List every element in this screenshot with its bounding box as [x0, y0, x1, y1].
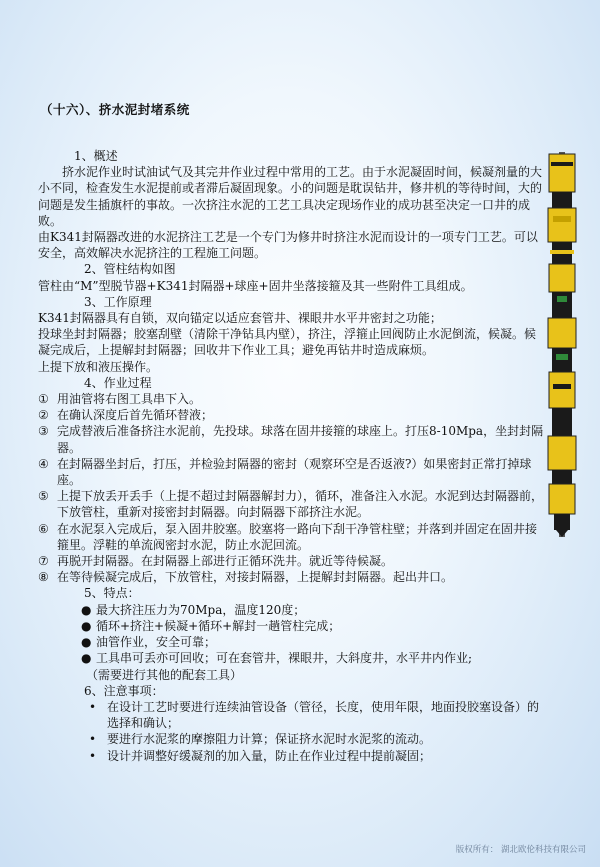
note-item: [38, 731, 546, 747]
step-number: ④: [38, 456, 49, 471]
process-step: [38, 423, 546, 455]
bullet-icon: •: [89, 699, 97, 714]
process-step: [38, 553, 546, 569]
section-heading-notes: 6、注意事项：: [84, 683, 164, 698]
feature-item: [38, 650, 546, 666]
feature-text: 工具串可丢亦可回收；可在套管井，裸眼井，大斜度井，水平井内作业;: [96, 651, 473, 666]
notes-list: [38, 699, 546, 764]
note-text: 设计并调整好缓凝剂的加入量，防止在作业过程中提前凝固；: [107, 748, 432, 763]
process-step: [38, 521, 546, 553]
process-step: [38, 391, 546, 407]
process-step: [38, 488, 546, 520]
step-number: ⑧: [38, 570, 49, 585]
page-title: （十六）、挤水泥封堵系统: [40, 102, 190, 117]
overview-paragraph-2: 由K341封隔器改进的水泥挤注工艺是一个专门为修井时挤注水泥而设计的一项专门工艺。可以安全，高效解决水泥挤注的工程施工问题。: [38, 230, 538, 261]
bullet-icon: ●: [81, 635, 92, 650]
bullet-icon: •: [89, 732, 97, 747]
step-number: ①: [38, 392, 49, 407]
feature-note: （需要进行其他的配套工具）: [86, 667, 243, 682]
step-text: 在等待候凝完成后，下放管柱，对接封隔器，上提解封封隔器。起出井口。: [57, 570, 454, 585]
section-heading-overview: 1、概述: [74, 149, 118, 163]
step-text: 在封隔器坐封后，打压，并检验封隔器的密封（观察环空是否返液?）如果密封正常打掉球座。: [57, 456, 532, 488]
structure-paragraph: 管柱由“M”型脱节器+K341封隔器+球座+固井坐落接箍及其一些附件工具组成。: [38, 278, 473, 293]
bullet-icon: •: [89, 748, 97, 763]
main-content: [38, 148, 546, 764]
step-number: ③: [38, 424, 49, 439]
bullet-icon: ●: [81, 651, 92, 666]
step-text: 上提下放丢开丢手（上提不超过封隔器解封力），循环，准备注入水泥。水泥到达封隔器前，下放管柱，重新对接密封封隔器。向封隔器下部挤注水泥。: [57, 489, 544, 520]
principle-paragraph-3: 上提下放和液压操作。: [38, 359, 159, 374]
step-text: 在确认深度后首先循环替液；: [57, 408, 214, 423]
step-number: ⑦: [38, 554, 49, 569]
section-heading-features: 5、特点：: [84, 586, 140, 601]
section-heading-structure: 2、管柱结构如图: [84, 262, 176, 277]
note-text: 要进行水泥浆的摩擦阻力计算；保证挤水泥时水泥浆的流动。: [107, 732, 432, 747]
process-step-list: [38, 391, 546, 585]
bullet-icon: ●: [81, 602, 92, 617]
feature-item: [38, 618, 546, 634]
step-number: ⑥: [38, 521, 49, 536]
feature-item: [38, 634, 546, 650]
process-step: [38, 569, 546, 585]
step-number: ②: [38, 408, 49, 423]
note-text: 在设计工艺时要进行连续油管设备（管径，长度，使用年限，地面投胶塞设备）的选择和确认；: [107, 699, 540, 731]
feature-text: 循环+挤注+候凝+循环+解封一趟管柱完成；: [96, 618, 341, 633]
feature-item: [38, 602, 546, 618]
step-number: ⑤: [38, 489, 49, 504]
note-item: [38, 748, 546, 764]
principle-paragraph-2: 投球坐封封隔器；胶塞刮壁（清除干净钻具内壁），挤注，浮箍止回阀防止水泥倒流，候凝。候凝完成后，上提解封封隔器；回收井下作业工具；避免再钻井时造成麻烦。: [38, 327, 537, 358]
section-heading-principle: 3、工作原理: [84, 294, 152, 309]
step-text: 再脱开封隔器。在封隔器上部进行正循环洗井。就近等待候凝。: [57, 554, 394, 569]
feature-list: [38, 602, 546, 683]
step-text: 在水泥泵入完成后，泵入固井胶塞。胶塞将一路向下刮干净管柱壁；并落到并固定在固井接箍里。浮鞋的单流阀密封水泥，防止水泥回流。: [57, 521, 538, 552]
process-step: [38, 456, 546, 488]
process-step: [38, 407, 546, 423]
overview-paragraph-1: 挤水泥作业时试油试气及其完井作业过程中常用的工艺。由于水泥凝固时间，候凝剂量的大小不同，检查发生水泥提前或者滞后凝固现象。小的问题是耽误钻井，修井机的等待时间，大的问题是发生插旗杆的事故。一次挤注水泥的工艺工具决定现场作业的成功甚至决定一口井的成败。: [38, 165, 543, 228]
section-heading-process: 4、作业过程: [84, 375, 152, 390]
step-text: 完成替液后准备挤注水泥前，先投球。球落在固井接箍的球座上。打压8-10Mpa，坐封封隔器。: [57, 424, 544, 455]
copyright-footer: 版权所有： 湖北欧伦科技有限公司: [455, 845, 586, 855]
tool-string-illustration: [545, 152, 579, 537]
feature-text: 最大挤注压力为70Mpa，温度120度；: [96, 602, 306, 617]
tool-segments: [548, 154, 576, 537]
feature-text: 油管作业，安全可靠；: [96, 635, 217, 650]
bullet-icon: ●: [81, 618, 92, 633]
note-item: [38, 699, 546, 731]
principle-paragraph-1: K341封隔器具有自锁，双向锚定以适应套管井、裸眼井水平井密封之功能；: [38, 311, 442, 326]
step-text: 用油管将右图工具串下入。: [57, 392, 202, 407]
